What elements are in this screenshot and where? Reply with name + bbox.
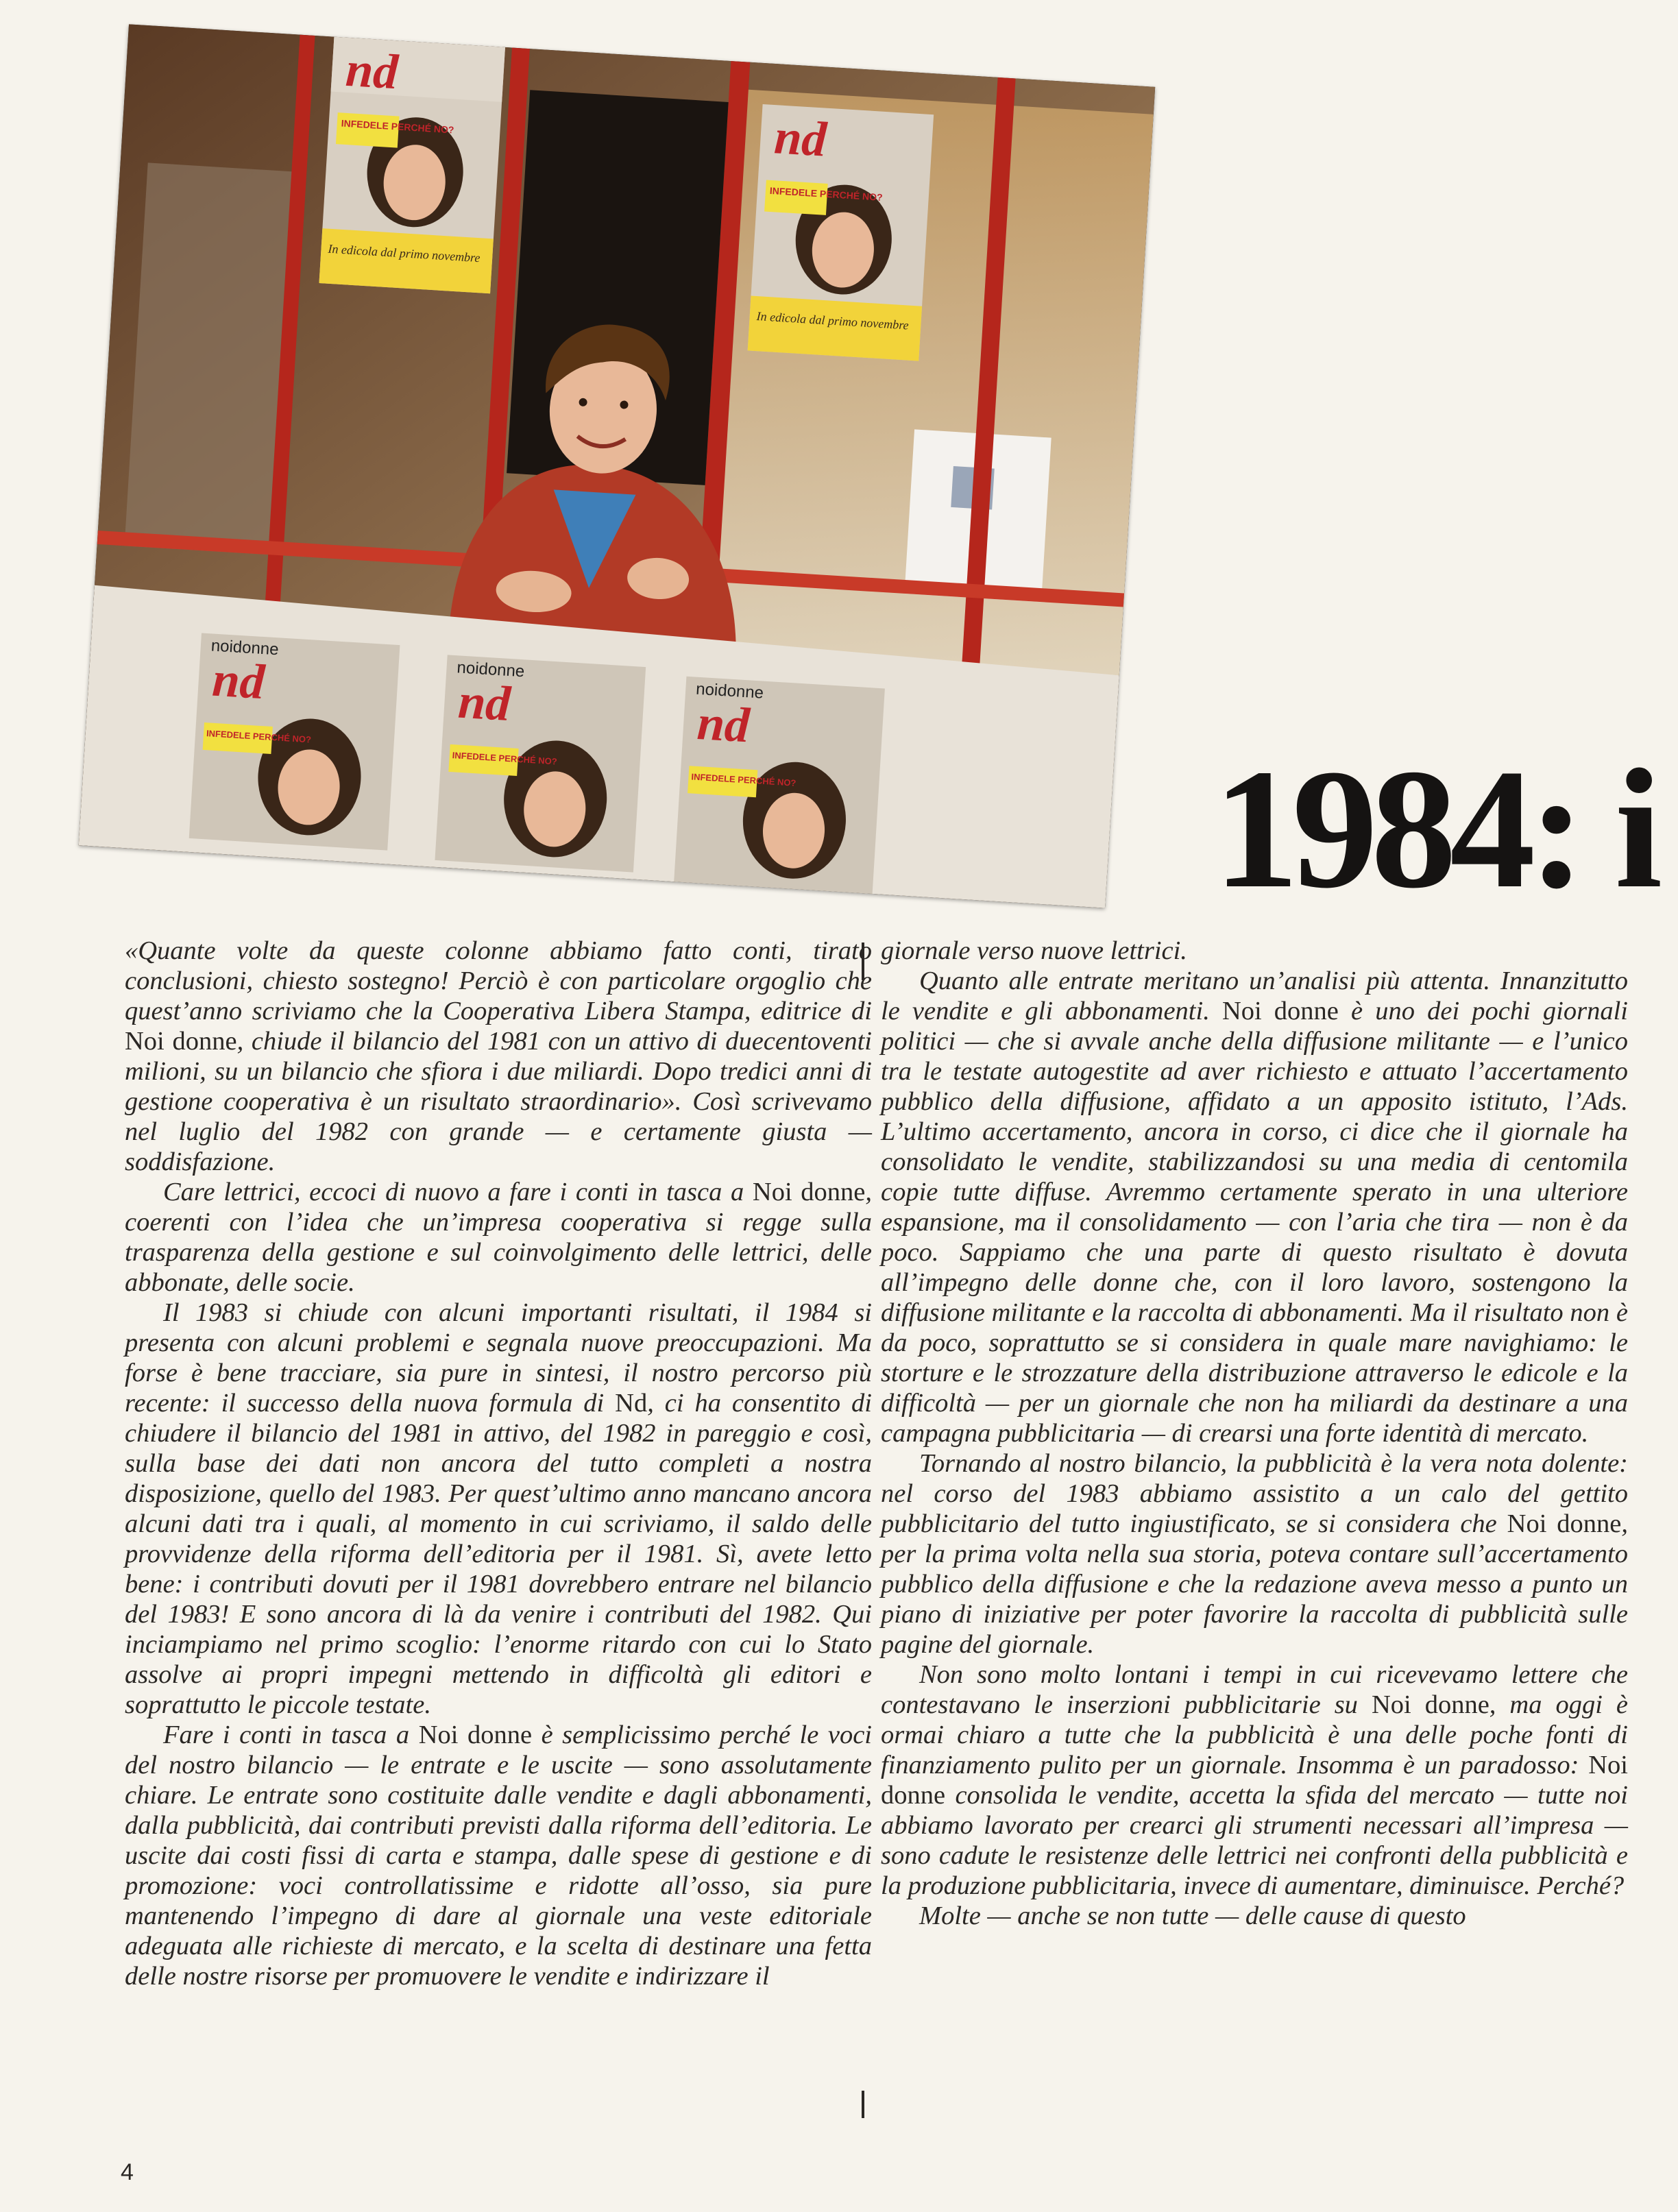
counter-logo: nd <box>695 694 751 753</box>
poster-line: In edicola dal primo novembre <box>327 241 481 265</box>
text-run: consolida le vendite, accetta la sfida del mercato — tutte noi abbiamo lavorato per crearci gli strumenti necessari all’impresa — sono cadute le resistenze delle lettrici nei confronti della pubblicità e la produzione pubblicitaria, invece di aumentare, diminuisce. Perché? <box>881 1781 1628 1900</box>
counter-cover-line: INFEDELE PERCHÉ NO? <box>691 771 797 788</box>
headline: 1984: i <box>1213 734 1656 924</box>
text-run: Il 1983 si chiude con alcuni importanti risultati, il 1984 si presenta con alcuni problemi e segnala nuove preoccupazioni. Ma forse è bene tracciare, sia pure in sintesi, il nostro percorso più recente: il successo della nuova formula di <box>125 1298 872 1418</box>
counter-masthead: noidonne <box>456 658 526 681</box>
text-run: Molte — anche se non tutte — delle cause di questo <box>919 1901 1466 1930</box>
text-run: è uno dei pochi giornali politici — che si avvale anche della diffusione militante — e l’unico tra le testate autogestite ad aver richiesto e attuato l’accertamento pubblico della diffusione, affidato a un apposito istituto, l’Ads. L’ultimo accertamento, ancora in corso, ci dice che il giornale ha consolidato le vendite, stabilizzandosi su una media di centomila copie tutte diffuse. Avremmo certamente sperato in una ulteriore espansione, ma il consolidamento — con l’aria che tira — non è da poco. Sappiamo che una parte di questo risultato è dovuta all’impegno delle donne che, con il loro lavoro, sostengono la diffusione militante e la raccolta di abbonamenti. Ma il risultato non è da poco, soprattutto se si considera in quale mare navighiamo: le storture e le strozzature della distribuzione attraverso le edicole e la difficoltà — per un giornale che non ha miliardi da destinare a una campagna pubblicitaria — di crearsi una forte identità di mercato. <box>881 997 1628 1448</box>
text-run: , ma oggi è ormai chiaro a tutte che la pubblicità è una delle poche fonti di finanziamento pulito per un giornale. Insomma è un paradosso: <box>881 1690 1628 1779</box>
publication-name: Noi donne <box>752 1178 866 1206</box>
article-paragraph <box>881 1660 1628 1901</box>
text-run: Care lettrici, eccoci di nuovo a fare i conti in tasca a <box>163 1178 753 1206</box>
text-run: Quanto alle entrate meritano un’analisi più attenta. Innanzitutto le vendite e gli abbonamenti. <box>881 967 1628 1025</box>
text-run: Fare i conti in tasca a <box>163 1721 419 1749</box>
poster-line: In edicola dal primo novembre <box>756 309 910 332</box>
newsstand-illustration <box>79 24 1155 908</box>
publication-name: Noi donne <box>125 1027 237 1056</box>
counter-magazine-3 <box>674 677 885 894</box>
counter-logo: nd <box>457 673 513 732</box>
text-run: Non sono molto lontani i tempi in cui ricevevamo lettere che contestavano le inserzioni pubblicitarie su <box>881 1660 1628 1719</box>
counter-magazine-1 <box>189 633 400 850</box>
newsstand-photo <box>79 24 1155 908</box>
article-paragraph <box>125 1177 872 1298</box>
text-run: , coerenti con l’idea che un’impresa cooperativa si regge sulla trasparenza della gestione e sul coinvolgimento delle lettrici, delle abbonate, delle socie. <box>125 1178 872 1297</box>
article-column-left <box>125 936 872 1991</box>
column-divider-bottom <box>862 2091 864 2118</box>
publication-name: Noi donne <box>418 1721 533 1749</box>
text-run: giornale verso nuove lettrici. <box>881 936 1187 965</box>
publication-name: Noi donne <box>881 1751 1628 1810</box>
counter-logo: nd <box>210 651 267 710</box>
text-run: Tornando al nostro bilancio, la pubblicità è la vera nota dolente: nel corso del 1983 abbiamo assistito a un calo del gettito pubblicitario del tutto ingiustificato, se si considera che <box>881 1449 1628 1538</box>
text-run: , ci ha consentito di chiudere il bilancio del 1981 in attivo, del 1982 in pareggio e così, sulla base dei dati non ancora del tutto completi a nostra disposizione, quello del 1983. Per quest’ultimo anno mancano ancora alcuni dati tra i quali, al momento in cui scriviamo, il saldo delle provvidenze della riforma dell’editoria per il 1981. Sì, avete letto bene: i contributi dovuti per il 1981 dovrebbero entrare nel bilancio del 1983! E sono ancora di là da venire i contributi del 1982. Qui inciampiamo nel primo scoglio: l’enorme ritardo con cui lo Stato assolve ai propri impegni mettendo in difficoltà gli editori e soprattutto le piccole testate. <box>125 1389 872 1719</box>
text-run: , chiude il bilancio del 1981 con un attivo di duecentoventi milioni, su un bilancio che sfiora i due miliardi. Dopo tredici anni di gestione cooperativa è un risultato straordinario». Così scrivevamo nel luglio del 1982 con grande — e certamente giusta — soddisfazione. <box>125 1027 872 1176</box>
article-paragraph <box>125 1720 872 1991</box>
poster-magazine-2 <box>748 104 934 361</box>
text-run: «Quante volte da queste colonne abbiamo fatto conti, tirato conclusioni, chiesto sostegno! Perciò è con particolare orgoglio che quest’anno scriviamo che la Cooperativa Libera Stampa, editrice di <box>125 936 872 1025</box>
page-number: 4 <box>121 2159 134 2185</box>
publication-name: Nd <box>615 1389 648 1418</box>
text-run: è semplicissimo perché le voci del nostro bilancio — le entrate e le uscite — sono assolutamente chiare. Le entrate sono costituite dalle vendite e dagli abbonamenti, dalla pubblicità, dai contributi previsti dalla riforma dell’editoria. Le uscite dai costi fissi di carta e stampa, dalle spese di gestione e di promozione: voci controllatissime e ridotte all’osso, sia pure mantenendo l’impegno di dare al giornale una veste editoriale adeguata alle richieste di mercato, e la scelta di destinare una fetta delle nostre risorse per promuovere le vendite e indirizzare il <box>125 1721 872 1991</box>
article-paragraph <box>881 1901 1628 1931</box>
counter-cover-line: INFEDELE PERCHÉ NO? <box>206 728 312 745</box>
publication-name: Noi donne <box>1507 1509 1622 1538</box>
text-run: , per la prima volta nella sua storia, poteva contare sull’accertamento pubblico della diffusione e che la redazione aveva messo a punto un piano di iniziative per poter favorire la raccolta di pubblicità sulle pagine del giornale. <box>881 1509 1628 1659</box>
poster-logo: nd <box>773 109 829 167</box>
counter-magazine-2 <box>435 655 646 872</box>
article-paragraph <box>125 1298 872 1720</box>
article-paragraph <box>881 936 1628 966</box>
poster-magazine-1 <box>319 37 505 294</box>
publication-name: Noi donne <box>1221 997 1339 1025</box>
poster-logo: nd <box>344 41 400 100</box>
publication-name: Noi donne <box>1371 1690 1489 1719</box>
poster-cover-line: INFEDELE PERCHÉ NO? <box>769 184 884 203</box>
counter-masthead: noidonne <box>695 679 764 703</box>
counter-masthead: noidonne <box>210 636 280 659</box>
article-paragraph <box>881 966 1628 1448</box>
article-column-right <box>881 936 1628 1931</box>
poster-cover-line: INFEDELE PERCHÉ NO? <box>341 117 454 136</box>
article-paragraph <box>125 936 872 1177</box>
article-paragraph <box>881 1448 1628 1660</box>
counter-cover-line: INFEDELE PERCHÉ NO? <box>452 750 558 767</box>
